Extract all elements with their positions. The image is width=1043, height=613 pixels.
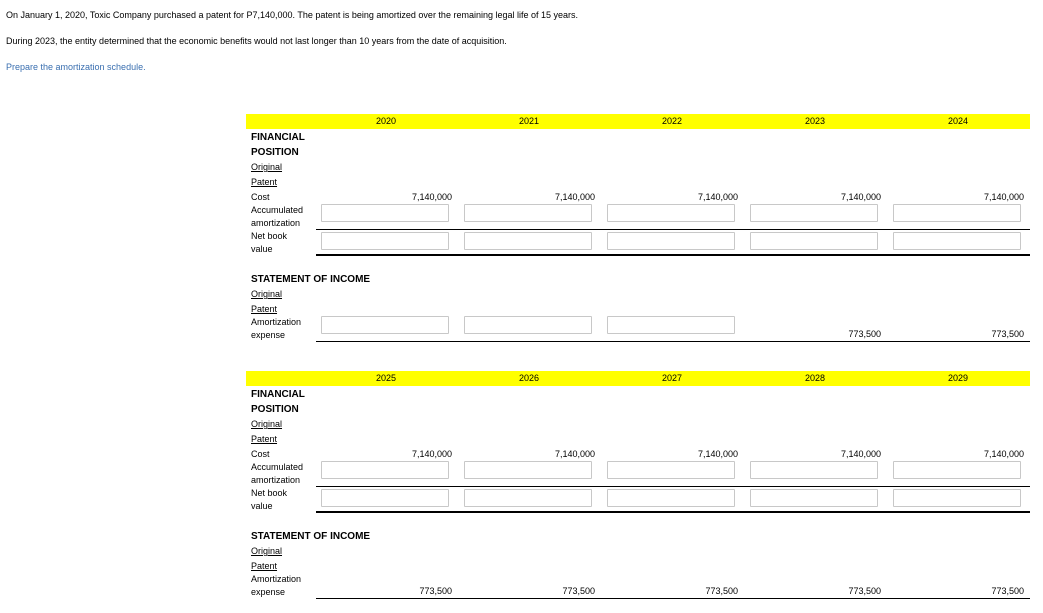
- total-rule: [316, 254, 1030, 256]
- amortization-label: amortization: [251, 218, 301, 228]
- financial-heading: FINANCIAL: [251, 389, 305, 400]
- value-label: value: [251, 501, 273, 511]
- amortization-expense-input[interactable]: [464, 316, 592, 334]
- problem-statement: On January 1, 2020, Toxic Company purchased a patent for P7,140,000. The patent is being amortized over the remaining legal life of 15 years.: [6, 10, 579, 20]
- statement-of-income-heading: STATEMENT OF INCOME: [251, 274, 371, 285]
- cost-value: 7,140,000: [554, 192, 595, 202]
- net-book-value-input[interactable]: [750, 232, 878, 250]
- patent-label: Patent: [251, 561, 278, 571]
- subtotal-rule: [316, 229, 1030, 230]
- schedule-section-1: [246, 114, 1030, 346]
- amortization-expense-value: 773,500: [991, 329, 1024, 339]
- net-book-value-input[interactable]: [321, 232, 449, 250]
- year-header: 2023: [804, 116, 826, 126]
- original-label: Original: [251, 162, 283, 172]
- year-header: 2022: [661, 116, 683, 126]
- original-label: Original: [251, 546, 283, 556]
- original-label: Original: [251, 289, 283, 299]
- accumulated-amortization-input[interactable]: [893, 461, 1021, 479]
- accumulated-label: Accumulated: [251, 205, 304, 215]
- year-header: 2028: [804, 373, 826, 383]
- cost-value: 7,140,000: [411, 192, 452, 202]
- year-header: 2026: [518, 373, 540, 383]
- year-header: 2029: [947, 373, 969, 383]
- value-label: value: [251, 244, 273, 254]
- cost-value: 7,140,000: [840, 449, 881, 459]
- net-book-value-input[interactable]: [750, 489, 878, 507]
- accumulated-amortization-input[interactable]: [750, 461, 878, 479]
- financial-heading: FINANCIAL: [251, 132, 305, 143]
- amortization-expense-value: 773,500: [419, 586, 452, 596]
- subtotal-rule: [316, 486, 1030, 487]
- expense-rule: [316, 598, 1030, 599]
- cost-value: 7,140,000: [983, 449, 1024, 459]
- cost-value: 7,140,000: [983, 192, 1024, 202]
- net-book-value-input[interactable]: [893, 489, 1021, 507]
- amortization-expense-input[interactable]: [321, 316, 449, 334]
- schedule-section-2: [246, 371, 1030, 603]
- expense-label: expense: [251, 587, 286, 597]
- year-header: 2025: [375, 373, 397, 383]
- accumulated-label: Accumulated: [251, 462, 304, 472]
- year-header: 2027: [661, 373, 683, 383]
- instruction-text: Prepare the amortization schedule.: [6, 62, 146, 72]
- cost-label: Cost: [251, 449, 270, 459]
- amortization-expense-value: 773,500: [705, 586, 738, 596]
- year-header: 2024: [947, 116, 969, 126]
- total-rule: [316, 511, 1030, 513]
- expense-rule: [316, 341, 1030, 342]
- amortization-expense-label: Amortization: [251, 317, 302, 327]
- accumulated-amortization-input[interactable]: [464, 461, 592, 479]
- problem-detail: During 2023, the entity determined that the economic benefits would not last longer than 10 years from the date of acquisition.: [6, 36, 507, 46]
- accumulated-amortization-input[interactable]: [321, 204, 449, 222]
- amortization-label: amortization: [251, 475, 301, 485]
- net-book-value-input[interactable]: [607, 232, 735, 250]
- year-header: 2020: [375, 116, 397, 126]
- position-heading: POSITION: [251, 147, 299, 158]
- cost-value: 7,140,000: [697, 449, 738, 459]
- accumulated-amortization-input[interactable]: [464, 204, 592, 222]
- amortization-expense-input[interactable]: [607, 316, 735, 334]
- accumulated-amortization-input[interactable]: [607, 204, 735, 222]
- amortization-expense-value: 773,500: [562, 586, 595, 596]
- cost-value: 7,140,000: [554, 449, 595, 459]
- patent-label: Patent: [251, 177, 278, 187]
- net-book-value-input[interactable]: [464, 232, 592, 250]
- patent-label: Patent: [251, 434, 278, 444]
- amortization-expense-label: Amortization: [251, 574, 302, 584]
- statement-of-income-heading: STATEMENT OF INCOME: [251, 531, 371, 542]
- net-book-value-input[interactable]: [607, 489, 735, 507]
- amortization-expense-value: 773,500: [848, 586, 881, 596]
- net-book-value-input[interactable]: [321, 489, 449, 507]
- accumulated-amortization-input[interactable]: [607, 461, 735, 479]
- cost-value: 7,140,000: [411, 449, 452, 459]
- cost-label: Cost: [251, 192, 270, 202]
- net-book-value-input[interactable]: [464, 489, 592, 507]
- original-label: Original: [251, 419, 283, 429]
- expense-label: expense: [251, 330, 286, 340]
- amortization-expense-value: 773,500: [848, 329, 881, 339]
- accumulated-amortization-input[interactable]: [321, 461, 449, 479]
- patent-label: Patent: [251, 304, 278, 314]
- position-heading: POSITION: [251, 404, 299, 415]
- net-book-value-input[interactable]: [893, 232, 1021, 250]
- accumulated-amortization-input[interactable]: [750, 204, 878, 222]
- accumulated-amortization-input[interactable]: [893, 204, 1021, 222]
- year-header: 2021: [518, 116, 540, 126]
- cost-value: 7,140,000: [840, 192, 881, 202]
- net-book-label: Net book: [251, 488, 288, 498]
- net-book-label: Net book: [251, 231, 288, 241]
- cost-value: 7,140,000: [697, 192, 738, 202]
- amortization-expense-value: 773,500: [991, 586, 1024, 596]
